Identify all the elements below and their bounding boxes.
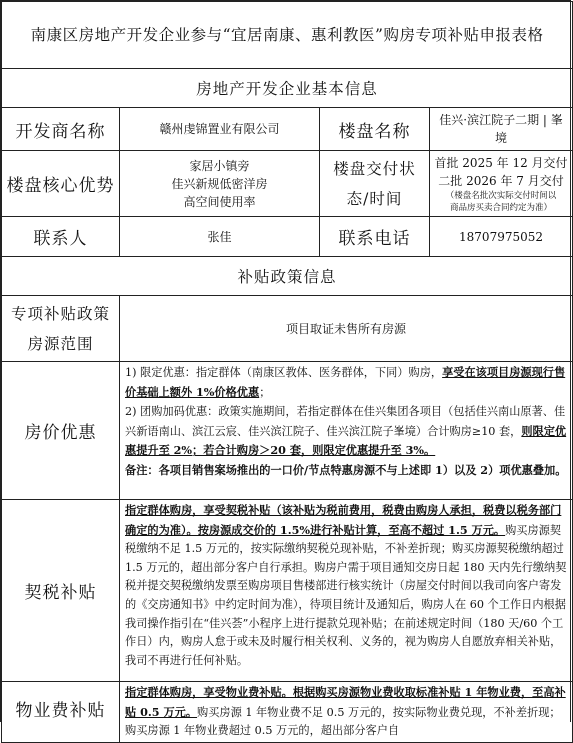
discount-label: 房价优惠: [2, 362, 120, 500]
property-fee-label: 物业费补贴: [2, 682, 120, 743]
advantage-line: 高空间使用率: [183, 194, 256, 209]
contact-label: 联系人: [2, 217, 120, 257]
project-label: 楼盘名称: [320, 108, 430, 151]
discount-note: 备注：各项目销售案场推出的一口价/节点特惠房源不与上述即 1）以及 2）项优惠叠加。: [125, 462, 567, 477]
deed-tax-label: 契税补贴: [2, 500, 120, 682]
deed-tax-content: [120, 500, 573, 682]
delivery-label: 楼盘交付状态/时间: [320, 151, 430, 217]
advantage-line: 家居小镇旁: [189, 158, 250, 173]
section-policy-info: 补贴政策信息: [2, 257, 573, 296]
deed-tax-highlight: 指定群体购房，享受契税补贴（该补贴为税前费用，税费由购房人承担，税费以税务部门确定的为准）。按房源成交价的 1.5%进行补贴计算，至高不超过 1.5 万元。: [125, 503, 562, 537]
discount-item-2: 2) 团购加码优惠：政策实施期间，若指定群体在佳兴集团各项目（包括佳兴南山原著、佳兴新语南山、滨江云宸、佳兴滨江院子、佳兴滨江院子峯境）合计购房≥10 套，: [125, 405, 566, 438]
advantage-value: [120, 151, 320, 217]
delivery-value: [430, 151, 573, 217]
section-basic-info: 房地产开发企业基本信息: [2, 69, 573, 108]
developer-label: 开发商名称: [2, 108, 120, 151]
delivery-note: （楼盘名批次实际交付时间以: [445, 190, 557, 201]
project-value: 佳兴·滨江院子二期 | 峯境: [430, 108, 573, 151]
form-title: 南康区房地产开发企业参与“宜居南康、惠利教医”购房专项补贴申报表格: [2, 2, 573, 69]
advantage-label: 楼盘核心优势: [2, 151, 120, 217]
phone-label: 联系电话: [320, 217, 430, 257]
delivery-note: 商品房买卖合同约定为准）: [450, 202, 553, 213]
discount-item-1-end: ；: [259, 385, 271, 399]
discount-item-1-highlight: 享受在该项目房源现行售价基础上额外 1%价格优惠: [125, 365, 566, 399]
property-fee-highlight: 指定群体购房，享受物业费补贴。根据购买房源物业费收取标准补贴 1 年物业费，至高补贴 0.5 万元。: [125, 685, 566, 719]
discount-content: [120, 362, 573, 500]
property-fee-content: [120, 682, 573, 743]
discount-item-2-highlight: 则限定优惠提升至 2%；若合计购房＞20 套，则限定优惠提升至 3%。: [125, 423, 567, 457]
contact-value: 张佳: [120, 217, 320, 257]
delivery-line: 二批 2026 年 7 月交付: [438, 173, 564, 188]
delivery-line: 首批 2025 年 12 月交付: [434, 155, 568, 170]
scope-label: 专项补贴政策房源范围: [2, 296, 120, 362]
deed-tax-detail: 购买房源契税缴纳不足 1.5 万元的，按实际缴纳契税兑现补贴，不补差折现；购买房源契税缴纳超过 1.5 万元的，超出部分客户自行承担。购房户需于项目通知交房日起 180 天内先行缴纳契税并提交契税缴纳发票至购房项目售楼部进行核实统计（房屋交付时间以我司向客户寄发的《交房通知书》中约定时间为准），待项目统计及通知后，购房人在 60 个工作日内根据我司操作指引在“佳兴荟”小程序上进行提款兑现补贴；在前述规定时间（180 天/60 个工作日）内，购房人怠于或未及时履行相关权利、义务的，视为购房人自愿放弃相关补贴，我司不再进行任何补贴。: [125, 523, 567, 667]
developer-value: 赣州虔锦置业有限公司: [120, 108, 320, 151]
form-table: [1, 1, 573, 743]
discount-item-1: 1) 限定优惠：指定群体（南康区教体、医务群体，下同）购房，: [125, 366, 443, 379]
advantage-line: 佳兴新规低密洋房: [171, 176, 268, 191]
scope-value: 项目取证未售所有房源: [120, 296, 573, 362]
property-fee-detail: 购买房源 1 年物业费不足 0.5 万元的，按实际物业费兑现，不补差折现；购买房源 1 年物业费超过 0.5 万元的，超出部分客户自: [125, 705, 561, 738]
phone-value: 18707975052: [430, 217, 573, 257]
